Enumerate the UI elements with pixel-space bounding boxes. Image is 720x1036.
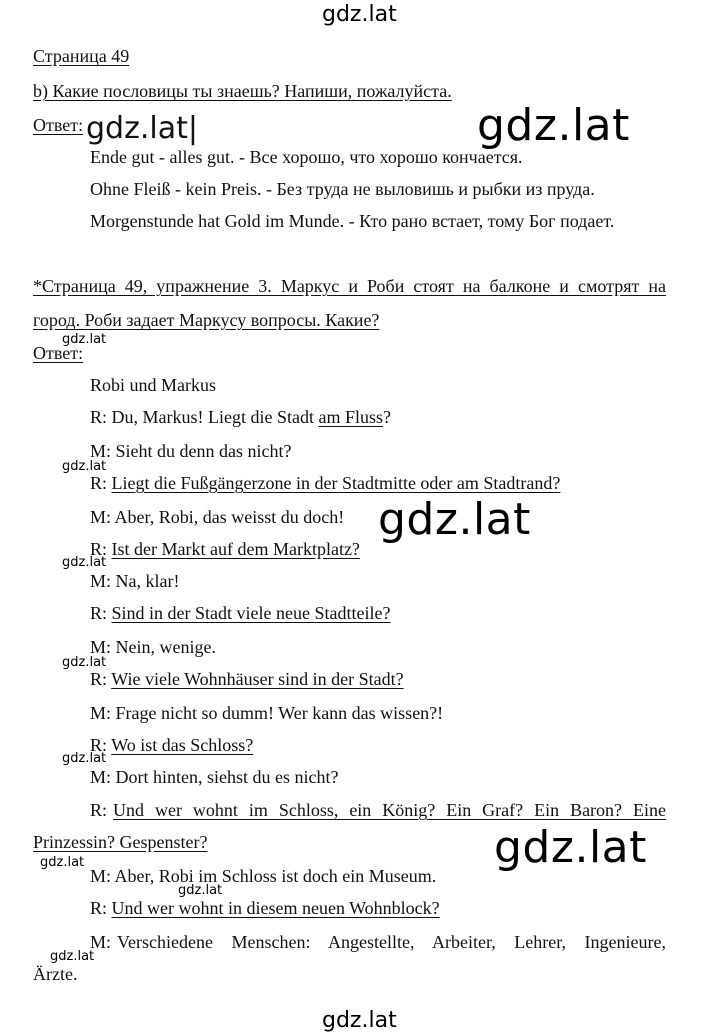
- watermark-small-5: gdz.lat: [62, 751, 107, 766]
- watermark-top: gdz.lat: [322, 2, 397, 27]
- speaker-label: M:: [90, 507, 112, 527]
- dialogue-text: Na, klar!: [115, 571, 180, 591]
- speaker-label: M:: [90, 932, 112, 952]
- speaker-label: M:: [90, 866, 112, 886]
- watermark-small-4: gdz.lat: [62, 655, 107, 670]
- task-b-answer-label: Ответ:: [33, 115, 84, 135]
- watermark-small-1: gdz.lat: [62, 332, 107, 347]
- watermark-large-3: gdz.lat: [494, 822, 647, 873]
- speaker-label: M:: [90, 703, 112, 723]
- speaker-label: R:: [90, 407, 108, 427]
- watermark-small-2: gdz.lat: [62, 459, 107, 474]
- dialogue-underlined: Und wer wohnt im Schloss, ein König? Ein Graf? Ein Baron? Eine: [113, 800, 666, 820]
- dialogue-underlined: am Fluss: [318, 407, 383, 427]
- dialogue-underlined: Wo ist das Schloss?: [111, 735, 254, 755]
- dialogue-post: ?: [383, 407, 391, 427]
- speaker-label: R:: [90, 473, 108, 493]
- speaker-label: M:: [90, 767, 112, 787]
- watermark-cursor: |: [187, 111, 198, 146]
- speaker-label: R:: [90, 898, 108, 918]
- speaker-label: R:: [90, 539, 108, 559]
- watermark-small-7: gdz.lat: [178, 883, 223, 898]
- watermark-medium: [86, 112, 198, 146]
- speaker-label: R:: [90, 603, 108, 623]
- dialogue-line: [90, 571, 179, 591]
- dialogue-underlined: Wie viele Wohnhäuser sind in der Stadt?: [111, 669, 404, 689]
- dialogue-text: Frage nicht so dumm! Wer kann das wissen?!: [115, 703, 444, 723]
- dialogue-line: [90, 767, 338, 787]
- dialogue-text: Dort hinten, siehst du es nicht?: [115, 767, 339, 787]
- watermark-small-6: gdz.lat: [40, 855, 85, 870]
- dialogue-underlined: Ist der Markt auf dem Marktplatz?: [111, 539, 360, 559]
- dialogue-line: [90, 407, 391, 427]
- watermark-medium-text: gdz.lat: [86, 111, 188, 146]
- exercise3-question-line-2: город. Роби задает Маркусу вопросы. Какие?: [33, 310, 380, 330]
- dialogue-text: Nein, wenige.: [115, 637, 216, 657]
- dialogue-line: [90, 932, 666, 952]
- dialogue-line: [90, 866, 436, 886]
- page-title: Страница 49: [33, 46, 130, 66]
- speaker-label: M:: [90, 441, 112, 461]
- dialogue-continuation: Prinzessin? Gespenster?: [33, 832, 208, 852]
- dialogue-line: [90, 507, 344, 527]
- dialogue-text: Verschiedene Menschen: Angestellte, Arbeiter, Lehrer, Ingenieure,: [117, 932, 666, 952]
- dialogue-line: [90, 800, 666, 820]
- proverb-line-3: Morgenstunde hat Gold im Munde. - Кто рано встает, тому Бог подает.: [90, 211, 615, 231]
- dialogue-continuation: Ärzte.: [33, 964, 78, 984]
- dialogue-line: [90, 703, 443, 723]
- dialogue-line: [90, 539, 360, 559]
- speaker-label: R:: [90, 735, 108, 755]
- task-b-question: b) Какие пословицы ты знаешь? Напиши, пожалуйста.: [33, 81, 452, 101]
- watermark-large-1: gdz.lat: [477, 100, 630, 151]
- proverb-line-2: Ohne Fleiß - kein Preis. - Без труда не выловишь и рыбки из пруда.: [90, 179, 595, 199]
- dialogue-text: Aber, Robi, das weisst du doch!: [114, 507, 345, 527]
- speaker-label: M:: [90, 571, 112, 591]
- dialogue-underlined: Und wer wohnt in diesem neuen Wohnblock?: [111, 898, 440, 918]
- dialogue-line: [90, 735, 253, 755]
- watermark-large-2: gdz.lat: [378, 494, 531, 545]
- dialogue-line: [90, 637, 216, 657]
- dialogue-heading: Robi und Markus: [90, 375, 216, 395]
- speaker-label: R:: [90, 669, 108, 689]
- dialogue-line: [90, 603, 390, 623]
- dialogue-underlined: Sind in der Stadt viele neue Stadtteile?: [111, 603, 391, 623]
- watermark-small-8: gdz.lat: [50, 949, 95, 964]
- dialogue-line: [90, 441, 291, 461]
- proverb-line-1: Ende gut - alles gut. - Все хорошо, что хорошо кончается.: [90, 147, 523, 167]
- dialogue-text: Du, Markus! Liegt die Stadt: [111, 407, 319, 427]
- exercise3-answer-label: Ответ:: [33, 343, 84, 363]
- watermark-small-3: gdz.lat: [62, 555, 107, 570]
- watermark-bottom: gdz.lat: [322, 1008, 397, 1033]
- dialogue-text: Aber, Robi im Schloss ist doch ein Museum.: [114, 866, 437, 886]
- exercise3-question-line-1: *Страница 49, упражнение 3. Маркус и Роби стоят на балконе и смотрят на: [33, 276, 666, 296]
- dialogue-line: [90, 473, 560, 493]
- dialogue-underlined: Liegt die Fußgängerzone in der Stadtmitte oder am Stadtrand?: [111, 473, 561, 493]
- speaker-label: R:: [90, 800, 108, 820]
- speaker-label: M:: [90, 637, 112, 657]
- dialogue-line: [90, 669, 404, 689]
- dialogue-text: Sieht du denn das nicht?: [115, 441, 292, 461]
- dialogue-line: [90, 898, 440, 918]
